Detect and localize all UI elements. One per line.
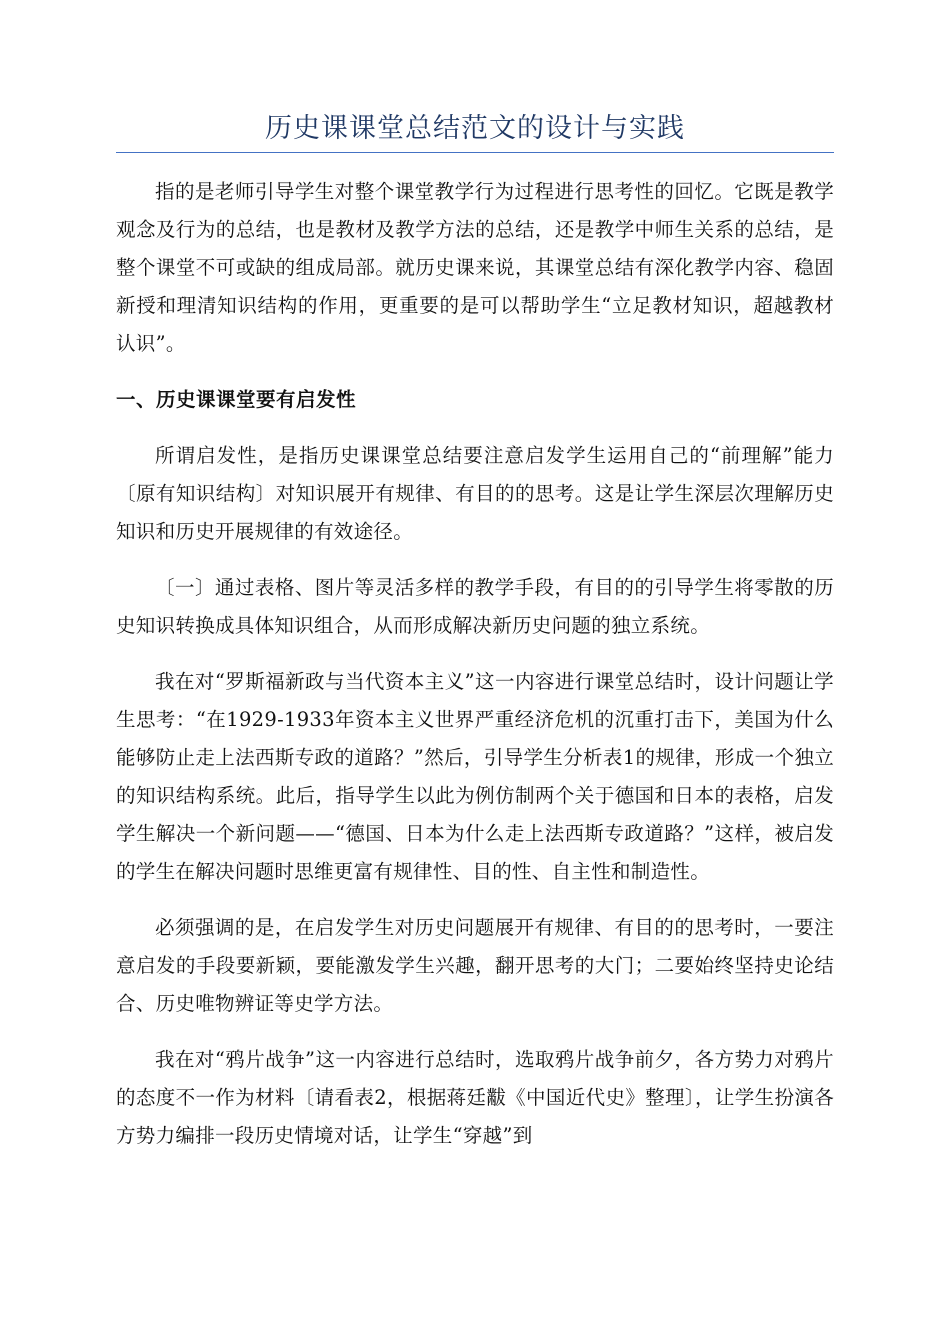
section1-paragraph-2: 〔一〕通过表格、图片等灵活多样的教学手段，有目的的引导学生将零散的历史知识转换成具体知识组合，从而形成解决新历史问题的独立系统。 bbox=[116, 576, 834, 637]
section1-paragraph-3: 我在对“罗斯福新政与当代资本主义”这一内容进行课堂总结时，设计问题让学生思考：“在1929-1933年资本主义世界严重经济危机的沉重打击下，美国为什么能够防止走上法西斯专政的道路？”然后，引导学生分析表1的规律，形成一个独立的知识结构系统。此后，指导学生以此为例仿制两个关于德国和日本的表格，启发学生解决一个新问题——“德国、日本为什么走上法西斯专政道路？”这样，被启发的学生在解决问题时思维更富有规律性、目的性、自主性和制造性。 bbox=[116, 670, 834, 883]
document-title: 历史课课堂总结范文的设计与实践 bbox=[265, 113, 685, 144]
title-underline bbox=[116, 152, 834, 153]
section1-paragraph-5: 我在对“鸦片战争”这一内容进行总结时，选取鸦片战争前夕，各方势力对鸦片的态度不一作为材料〔请看表2，根据蒋廷黻《中国近代史》整理〕，让学生扮演各方势力编排一段历史情境对话，让学生“穿越”到 bbox=[116, 1048, 834, 1147]
section1-paragraph-4: 必须强调的是，在启发学生对历史问题展开有规律、有目的的思考时，一要注意启发的手段要新颖，要能激发学生兴趣，翻开思考的大门；二要始终坚持史论结合、历史唯物辨证等史学方法。 bbox=[116, 916, 834, 1015]
section-heading-1: 一、历史课课堂要有启发性 bbox=[116, 388, 357, 411]
section1-paragraph-1: 所谓启发性，是指历史课课堂总结要注意启发学生运用自己的“前理解”能力〔原有知识结构〕对知识展开有规律、有目的的思考。这是让学生深层次理解历史知识和历史开展规律的有效途径。 bbox=[116, 444, 834, 543]
intro-paragraph: 指的是老师引导学生对整个课堂教学行为过程进行思考性的回忆。它既是教学观念及行为的总结，也是教材及教学方法的总结，还是教学中师生关系的总结，是整个课堂不可或缺的组成局部。就历史课来说，其课堂总结有深化教学内容、稳固新授和理清知识结构的作用，更重要的是可以帮助学生“立足教材知识，超越教材认识”。 bbox=[116, 180, 834, 355]
